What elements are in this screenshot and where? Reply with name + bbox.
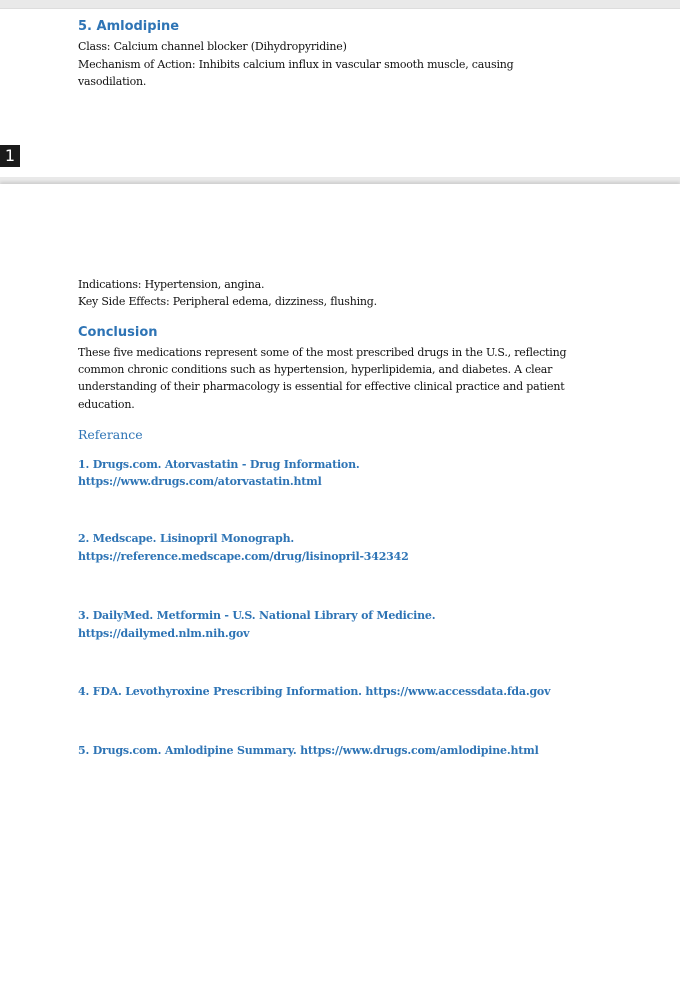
reference-item-4[interactable]: 4. FDA. Levothyroxine Prescribing Information. https://www.accessdata.fda.gov [78,685,551,698]
references-heading: Referance [78,427,143,442]
indications-line: Indications: Hypertension, angina. [78,278,265,291]
conclusion-line-3: understanding of their pharmacology is essential for effective clinical practice and patient [78,380,565,393]
reference-item-1-link[interactable]: https://www.drugs.com/atorvastatin.html [78,475,322,488]
reference-item-2-link[interactable]: https://reference.medscape.com/drug/lisinopril-342342 [78,550,409,563]
conclusion-line-1: These five medications represent some of the most prescribed drugs in the U.S., reflecting [78,346,567,359]
mechanism-line-1: Mechanism of Action: Inhibits calcium influx in vascular smooth muscle, causing [78,58,514,71]
drug-class-line: Class: Calcium channel blocker (Dihydropyridine) [78,40,347,53]
drug-heading-amlodipine: 5. Amlodipine [78,19,180,34]
conclusion-line-4: education. [78,398,135,411]
mechanism-line-2: vasodilation. [78,75,147,88]
conclusion-heading: Conclusion [78,325,158,340]
reference-item-2-title[interactable]: 2. Medscape. Lisinopril Monograph. [78,532,295,545]
page-number-badge: 1 [0,145,20,167]
reference-item-1-title[interactable]: 1. Drugs.com. Atorvastatin - Drug Information. [78,458,360,471]
reference-item-5[interactable]: 5. Drugs.com. Amlodipine Summary. https://www.drugs.com/amlodipine.html [78,744,539,757]
side-effects-line: Key Side Effects: Peripheral edema, dizziness, flushing. [78,295,377,308]
reference-item-3-link[interactable]: https://dailymed.nlm.nih.gov [78,627,250,640]
conclusion-line-2: common chronic conditions such as hypertension, hyperlipidemia, and diabetes. A clear [78,363,553,376]
reference-item-3-title[interactable]: 3. DailyMed. Metformin - U.S. National Library of Medicine. [78,609,436,622]
